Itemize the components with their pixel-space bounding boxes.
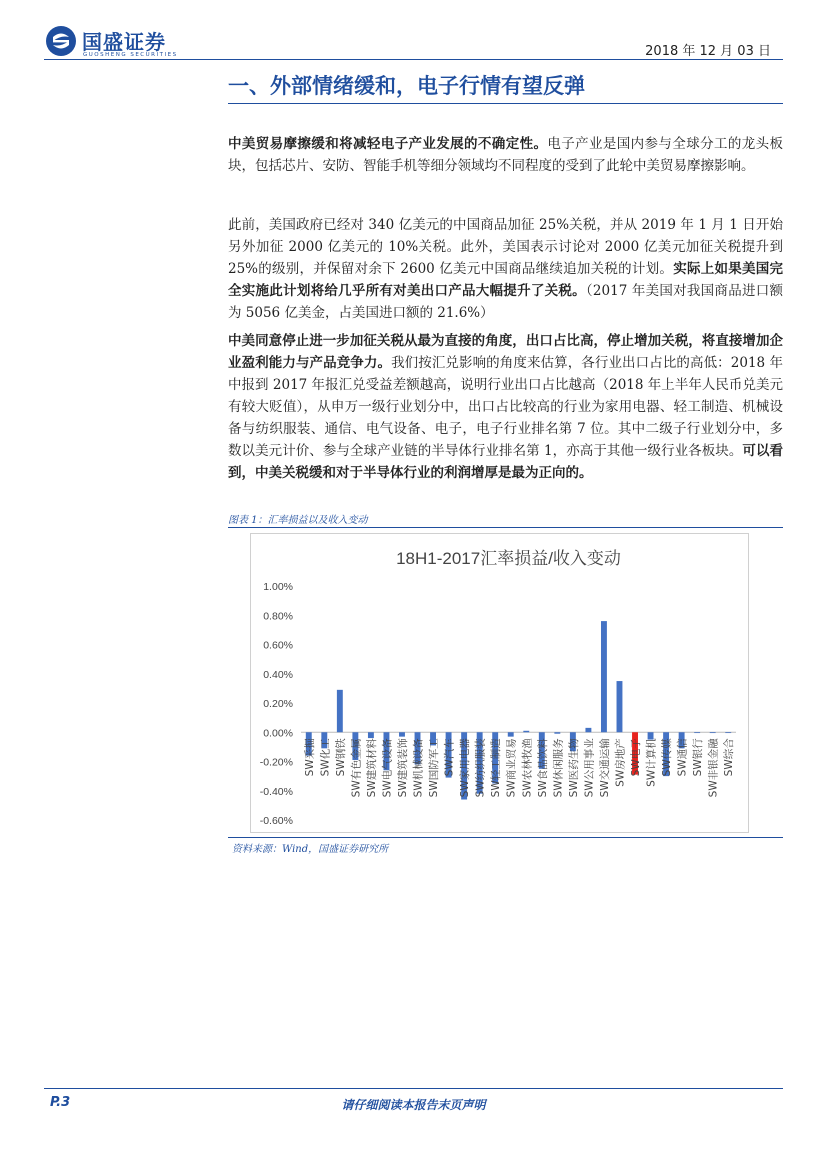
bar-chart [251,534,748,832]
paragraph-2-body: 此前，美国政府已经对 340 亿美元的中国商品加征 25%关税，并从 2019 年 1 月 1 日开始另外加征 2000 亿美元的 10%关税。此外，美国表示讨论对 2000 亿美元加征关税提升到 25%的级别，并保留对余下 2600 亿美元中国商品继续追加关税的计划。 [228,217,783,277]
chart-bar [368,732,374,738]
y-tick-label: -0.40% [259,785,293,798]
x-tick-label: SW医药生物 [567,738,580,798]
chart-bar [399,732,405,736]
figure-top-divider [228,527,783,528]
chart-bar [337,690,343,732]
x-tick-label: SW钢铁 [334,738,347,777]
y-tick-label: -0.20% [259,756,293,769]
chart-title: 18H1-2017汇率损益/收入变动 [396,549,621,568]
x-tick-label: SW电子 [630,738,643,777]
paragraph-3-conclusion: 可以看到，中美关税缓和对于半导体行业的利润增厚是最为正向的。 [228,443,783,481]
x-tick-label: SW休闲服务 [552,738,565,798]
chart-bar [601,621,607,732]
x-tick-label: SW银行 [692,738,705,777]
x-tick-label: SW轻工制造 [490,738,503,798]
company-logo [44,22,179,62]
x-tick-label: SW传媒 [661,738,674,777]
x-tick-label: SW电气设备 [381,738,394,798]
y-tick-label: 0.60% [263,639,293,652]
figure-source: 资料来源：Wind，国盛证券研究所 [232,844,389,855]
x-tick-label: SW商业贸易 [505,738,518,798]
footer-disclaimer: 请仔细阅读本报告末页声明 [341,1098,486,1112]
x-tick-label: SW有色金属 [350,738,363,798]
x-tick-label: SW建筑材料 [365,738,378,798]
chart-bar [617,681,623,732]
x-tick-label: SW建筑装饰 [396,738,409,798]
x-tick-label: SW计算机 [645,738,658,787]
paragraph-1-lead: 中美贸易摩擦缓和将减轻电子产业发展的不确定性。 [228,136,548,152]
figure-bottom-divider [228,837,783,838]
logo-text: 国盛证券 [82,30,166,54]
y-tick-label: 1.00% [263,581,293,593]
chart-bar [523,731,529,732]
chart-bar [554,732,560,733]
x-tick-label: SW公用事业 [583,738,596,798]
x-tick-label: SW农林牧渔 [521,738,534,798]
chart-container [250,533,749,833]
paragraph-3-body: 我们按汇兑影响的角度来估算，各行业出口占比的高低：2018 年中报到 2017 年报汇兑受益差额越高，说明行业出口占比越高（2018 年上半年人民币兑美元有较大贬值），从申万一级行业划分中，出口占比较高的行业为家用电器、轻工制造、机械设备与纺织服装、通信、电气设备、电子，电子行业排名第 7 位。其中二级子行业划分中，多数以美元计价、参与全球产业链的半导体行业排名第 1，亦高于其他一级行业各板块。 [228,355,783,459]
paragraph-3-lead: 中美同意停止进一步加征关税从最为直接的角度，出口占比高，停止增加关税，将直接增加企业盈利能力与产品竞争力。 [228,333,783,371]
page-number: P.3 [50,1095,71,1110]
x-tick-label: SW机械设备 [412,738,425,798]
chart-bar [508,732,514,736]
x-tick-label: SW国防军工 [428,738,441,798]
y-tick-label: 0.00% [263,727,293,740]
figure-caption: 图表 1：汇率损益以及收入变动 [228,515,368,526]
y-tick-label: 0.40% [263,668,293,681]
x-tick-label: SW通信 [676,738,689,777]
logo-subtitle: GUOSHENG SECURITIES [83,52,178,58]
x-tick-label: SW采掘 [303,738,316,777]
x-tick-label: SW交通运输 [598,738,611,798]
paragraph-2 [228,214,783,324]
x-tick-label: SW家用电器 [459,738,472,798]
paragraph-2-emphasis: 实际上如果美国完全实施此计划将给几乎所有对美出口产品大幅提升了关税。 [228,261,783,299]
paragraph-1 [228,133,783,177]
paragraph-3 [228,330,783,484]
x-tick-label: SW食品饮料 [536,738,549,798]
x-tick-label: SW房地产 [614,738,627,787]
x-tick-label: SW综合 [723,738,736,777]
x-tick-label: SW非银金融 [707,738,720,798]
chart-bar [694,732,700,733]
chart-bar [710,732,716,733]
chart-bar [585,728,591,732]
x-tick-label: SW纺织服装 [474,738,487,798]
paragraph-2-tail: （2017 年美国对我国商品进口额为 5056 亿美金，占美国进口额的 21.6%） [228,283,783,321]
section-title: 一、外部情绪缓和，电子行情有望反弹 [228,74,585,98]
x-tick-label: SW汽车 [443,738,456,777]
y-tick-label: -0.60% [259,815,293,827]
logo-mark-icon [44,24,78,58]
header-divider [44,59,783,60]
title-divider [228,103,783,104]
report-date: 2018 年 12 月 03 日 [645,44,771,59]
y-tick-label: 0.80% [263,610,293,623]
y-tick-label: 0.20% [263,698,293,710]
paragraph-1-body: 电子产业是国内参与全球分工的龙头板块，包括芯片、安防、智能手机等细分领域均不同程度的受到了此轮中美贸易摩擦影响。 [228,136,784,174]
x-tick-label: SW化工 [319,738,332,777]
chart-bar [725,732,731,733]
footer-divider [44,1088,783,1089]
